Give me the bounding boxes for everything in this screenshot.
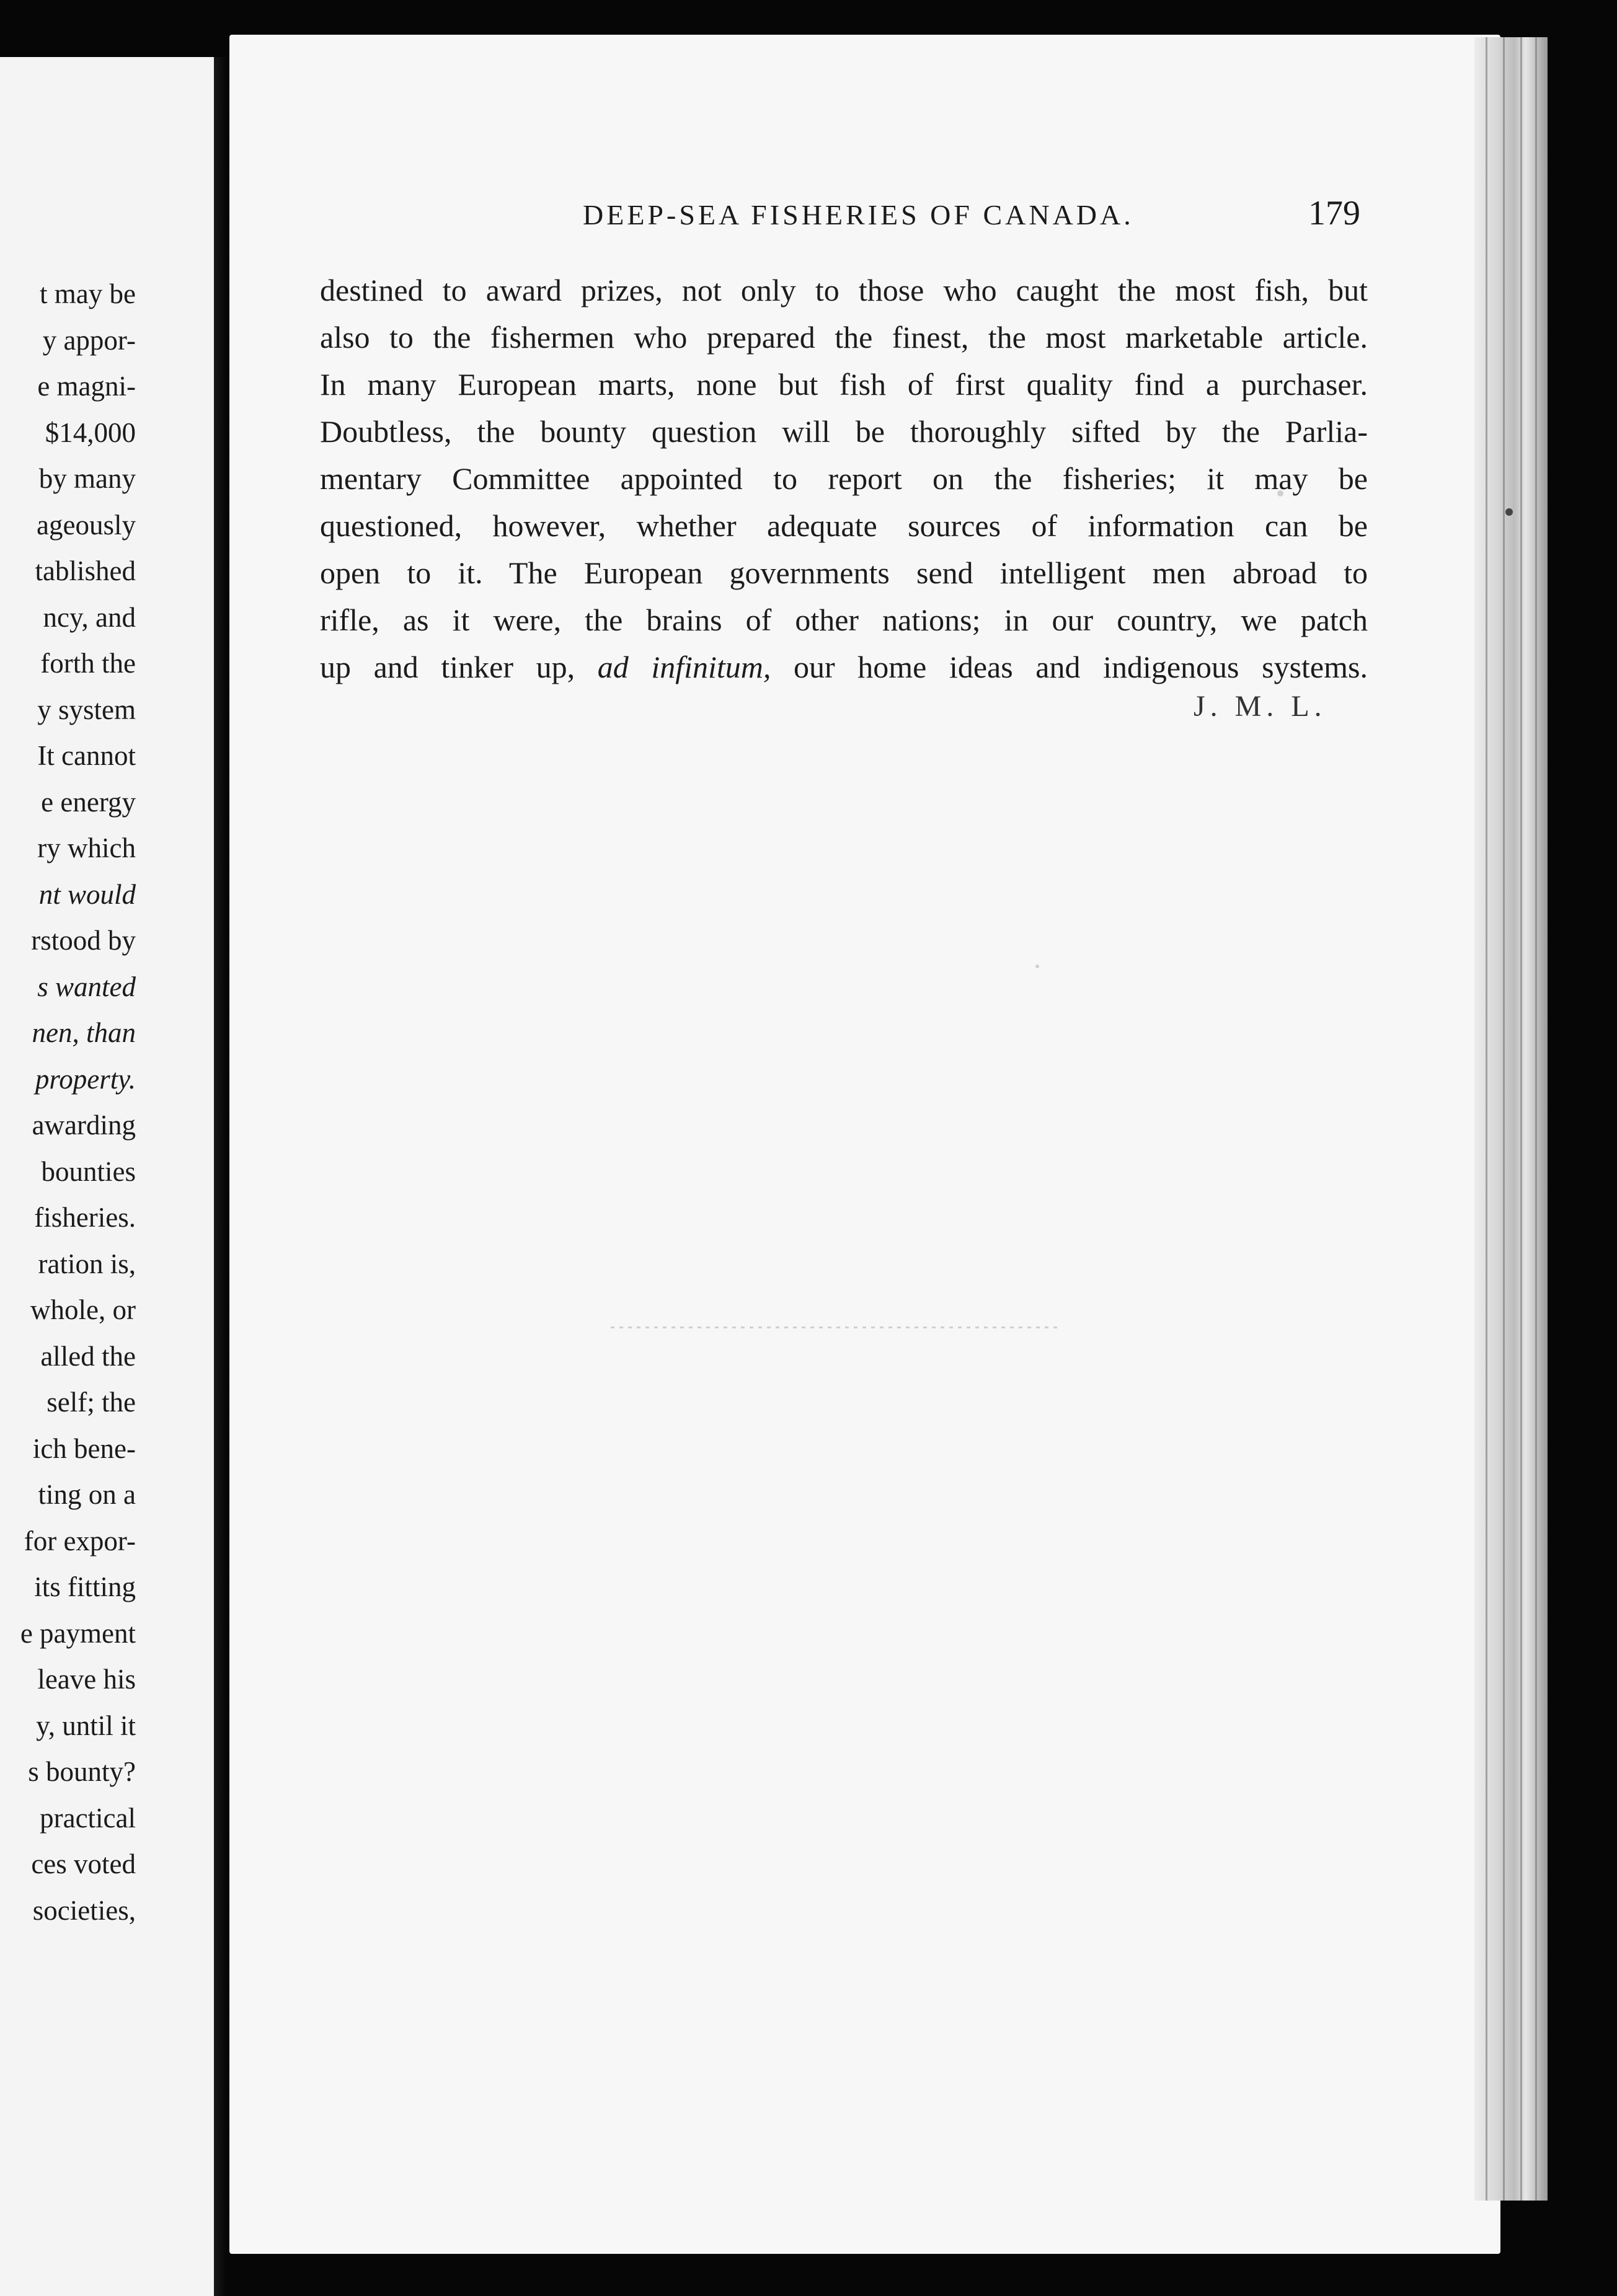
left-page-line: ncy, and xyxy=(43,601,136,633)
left-page-line: y, until it xyxy=(36,1710,136,1741)
text-line xyxy=(320,596,1368,643)
left-page-line: ting on a xyxy=(38,1479,136,1510)
text-line xyxy=(320,314,1368,361)
text-line xyxy=(320,408,1368,455)
text-segment: mentary Committee appointed to report on the fisheries; it may be xyxy=(320,461,1368,496)
running-head: DEEP-SEA FISHERIES OF CANADA. xyxy=(583,199,1134,231)
text-line xyxy=(320,502,1368,549)
text-segment: In many European marts, none but fish of first quality find a purchaser. xyxy=(320,367,1368,402)
left-page-line: e payment xyxy=(20,1617,136,1649)
paper-speck xyxy=(1505,508,1513,516)
left-page-line: forth the xyxy=(40,648,136,679)
body-paragraph xyxy=(320,267,1368,691)
left-page-line: ich bene- xyxy=(32,1433,136,1464)
left-page-line: e magni- xyxy=(37,371,136,402)
left-page-line: ration is, xyxy=(38,1248,136,1279)
text-line xyxy=(320,455,1368,502)
left-page-line: practical xyxy=(40,1802,136,1834)
left-page-line: nt would xyxy=(38,878,136,910)
text-segment: our home ideas and indigenous systems. xyxy=(771,650,1368,684)
left-page-line: ces voted xyxy=(31,1848,136,1879)
page-edge-stack xyxy=(1474,37,1548,2201)
text-segment: rifle, as it were, the brains of other nations; in our country, we patch xyxy=(320,603,1368,637)
left-page-line: nen, than xyxy=(32,1017,136,1048)
faint-rule xyxy=(611,1327,1057,1328)
paper-speck xyxy=(1035,965,1039,968)
page-edge-line xyxy=(1503,37,1505,2201)
left-page-line: rstood by xyxy=(31,925,136,956)
text-segment: open to it. The European governments send intelligent men abroad to xyxy=(320,555,1368,590)
left-page-line: s bounty? xyxy=(28,1756,136,1787)
left-page-line: for expor- xyxy=(24,1525,136,1556)
page-edge-line xyxy=(1520,37,1522,2201)
left-page-line: its fitting xyxy=(34,1571,136,1602)
left-page-line: It cannot xyxy=(37,740,136,771)
text-segment: destined to award prizes, not only to those who caught the most fish, but xyxy=(320,273,1368,307)
left-page-line: ageously xyxy=(37,509,136,541)
text-segment: ad infinitum, xyxy=(597,650,771,684)
left-page-line: bounties xyxy=(41,1155,136,1187)
text-segment: up and tinker up, xyxy=(320,650,598,684)
left-page-line: self; the xyxy=(47,1387,136,1418)
page-number: 179 xyxy=(1308,194,1360,232)
text-line xyxy=(320,549,1368,596)
left-page-line: s wanted xyxy=(37,971,136,1002)
left-page-line: ry which xyxy=(37,832,136,863)
left-page-line: y system xyxy=(37,694,136,725)
text-segment: Doubtless, the bounty question will be thoroughly sifted by the Parlia- xyxy=(320,414,1368,449)
page-edge-line xyxy=(1486,37,1487,2201)
left-page-line: alled the xyxy=(40,1340,136,1372)
left-page-line: e energy xyxy=(41,786,136,818)
text-segment: questioned, however, whether adequate sources of information can be xyxy=(320,508,1368,543)
text-segment: also to the fishermen who prepared the finest, the most marketable article. xyxy=(320,320,1368,355)
left-page-line: awarding xyxy=(32,1110,136,1141)
left-page-line: whole, or xyxy=(30,1294,136,1325)
left-page-line: by many xyxy=(38,463,136,494)
page-edge-line xyxy=(1535,37,1537,2201)
left-page-line: societies, xyxy=(32,1894,136,1926)
book-gutter xyxy=(214,57,226,2296)
text-line xyxy=(320,267,1368,314)
left-page-line: y appor- xyxy=(42,324,136,356)
left-page-line: property. xyxy=(35,1063,136,1095)
left-page-line: fisheries. xyxy=(34,1202,136,1233)
text-line xyxy=(320,643,1368,691)
left-page-line: leave his xyxy=(37,1664,136,1695)
text-line xyxy=(320,361,1368,408)
previous-page-fragment xyxy=(0,57,214,2296)
left-page-line: t may be xyxy=(40,278,136,309)
left-page-line: tablished xyxy=(35,555,136,586)
author-signature: J. M. L. xyxy=(1194,690,1327,723)
left-page-line: $14,000 xyxy=(45,417,136,448)
